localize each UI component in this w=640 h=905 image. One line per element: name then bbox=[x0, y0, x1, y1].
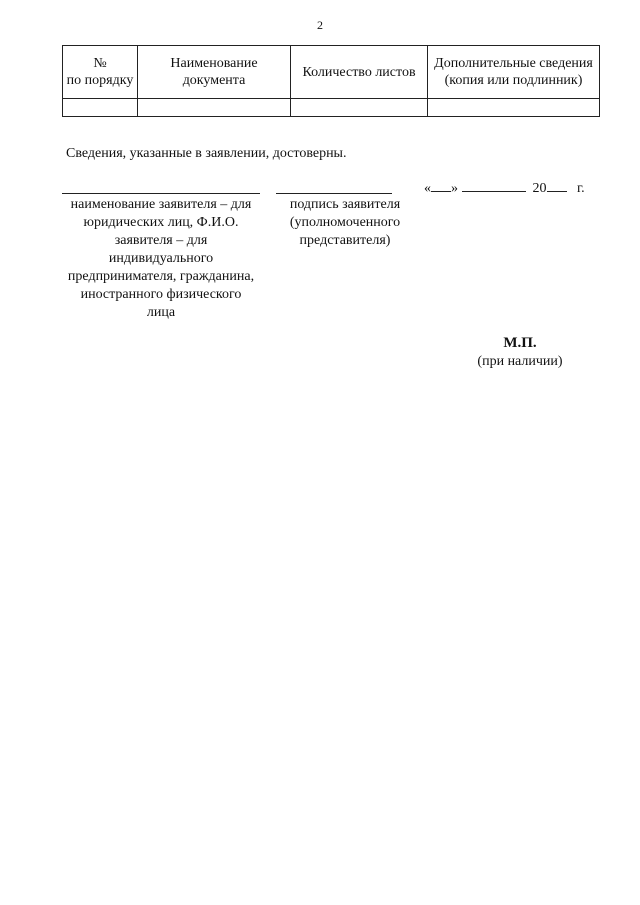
applicant-name-line[interactable] bbox=[62, 193, 260, 194]
header-number-symbol: № bbox=[93, 56, 107, 71]
table-row bbox=[63, 99, 600, 117]
header-document-name: Наименование документа bbox=[138, 46, 291, 99]
date-year-prefix: 20 bbox=[532, 181, 547, 196]
date-open-quote: « bbox=[424, 181, 431, 196]
date-year-suffix: г. bbox=[577, 181, 585, 196]
table-cell[interactable] bbox=[291, 99, 428, 117]
applicant-name-caption: наименование заявителя – для юридических лиц, Ф.И.О. заявителя – для индивидуального предпринимателя, гражданина, иностранного физического лица bbox=[67, 197, 255, 320]
header-number-text: по порядку bbox=[66, 73, 134, 88]
date-day-blank[interactable] bbox=[431, 177, 451, 192]
header-number bbox=[63, 46, 138, 99]
date-line bbox=[424, 177, 585, 197]
table-cell[interactable] bbox=[138, 99, 291, 117]
header-sheet-count: Количество листов bbox=[291, 46, 428, 99]
table-cell[interactable] bbox=[428, 99, 600, 117]
table-header-row bbox=[63, 46, 600, 99]
date-month-blank[interactable] bbox=[462, 177, 526, 192]
header-additional-info: Дополнительные сведения (копия или подлинник) bbox=[428, 46, 600, 99]
date-close-quote: » bbox=[451, 181, 458, 196]
documents-table bbox=[62, 45, 600, 117]
accuracy-statement: Сведения, указанные в заявлении, достоверны. bbox=[66, 146, 347, 161]
date-year-blank[interactable] bbox=[547, 177, 567, 192]
page-number: 2 bbox=[317, 18, 323, 32]
signature-line[interactable] bbox=[276, 193, 392, 194]
signature-caption: подпись заявителя (уполномоченного представителя) bbox=[289, 197, 401, 248]
stamp-note: (при наличии) bbox=[477, 354, 563, 369]
stamp-label: М.П. bbox=[503, 335, 537, 351]
table-cell[interactable] bbox=[63, 99, 138, 117]
